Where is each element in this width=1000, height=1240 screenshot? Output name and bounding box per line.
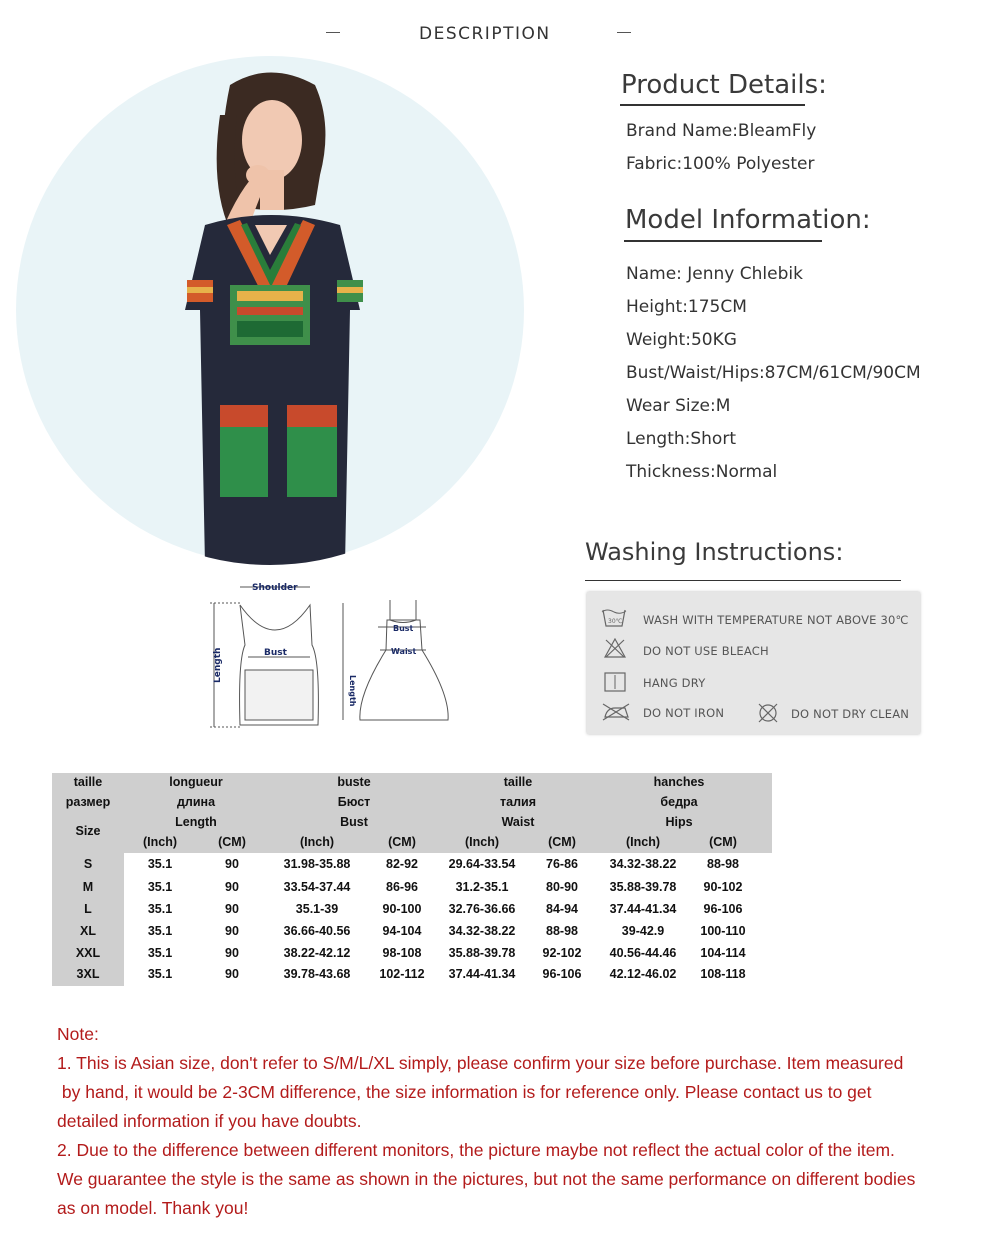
size-table-cell: 108-118	[700, 967, 746, 981]
washing-box	[587, 592, 920, 734]
note-line-5: We guarantee the style is the same as shown in the pictures, but not the same performance on different bodies	[57, 1169, 916, 1189]
description-header	[0, 22, 1000, 46]
washing-underline	[585, 580, 901, 581]
size-table-cell: 96-106	[703, 902, 743, 916]
no-bleach-text: DO NOT USE BLEACH	[643, 644, 769, 658]
size-table-header-r0-c4: hanches	[653, 775, 705, 789]
note-title: Note:	[57, 1024, 99, 1044]
wash-temp-text: WASH WITH TEMPERATURE NOT ABOVE 30℃	[643, 613, 909, 627]
waist-label-dress: Waist	[391, 647, 417, 656]
size-table-cell: 84-94	[546, 902, 578, 916]
detail-brand: Brand Name:BleamFly	[626, 121, 817, 141]
wash-temp-badge: 30℃	[608, 618, 623, 625]
size-table-cell: 76-86	[546, 857, 578, 871]
model-length: Length:Short	[626, 429, 736, 449]
no-dry-clean-text: DO NOT DRY CLEAN	[791, 707, 910, 721]
size-table-unit-1: (CM)	[218, 835, 246, 849]
size-table-cell: 39.78-43.68	[283, 967, 351, 981]
size-table-header-r1-c3: талия	[500, 795, 536, 809]
size-table-cell: 104-114	[700, 946, 746, 960]
size-table-header-r2-c3: Waist	[501, 815, 535, 829]
size-table-cell: 35.1	[147, 857, 173, 871]
size-table-cell: 80-90	[546, 880, 578, 894]
model-info-underline	[624, 240, 822, 242]
note-line-1: 1. This is Asian size, don't refer to S/M/L/XL simply, please confirm your size before purchase. Item measured	[57, 1053, 904, 1073]
size-table-header-r0-c2: buste	[337, 775, 371, 789]
size-table-cell: 40.56-44.46	[609, 946, 677, 960]
size-table-unit-4: (Inch)	[464, 835, 500, 849]
size-table-cell: 29.64-33.54	[448, 857, 516, 871]
size-table-header-r2-c4: Hips	[665, 815, 693, 829]
product-details-title: Product Details:	[621, 70, 827, 100]
size-table-header-r0-c0: taille	[73, 775, 103, 789]
size-table-cell: 31.2-35.1	[455, 880, 509, 894]
size-table-cell: 33.54-37.44	[283, 880, 351, 894]
size-table-cell: 90	[225, 902, 239, 916]
hang-dry-text: HANG DRY	[643, 676, 706, 690]
note-line-6: as on model. Thank you!	[57, 1198, 249, 1218]
size-table-cell: 88-98	[707, 857, 739, 871]
no-bleach-icon	[604, 638, 626, 658]
size-table-unit-0: (Inch)	[142, 835, 178, 849]
description-title: DESCRIPTION	[419, 24, 551, 44]
no-iron-text: DO NOT IRON	[643, 706, 725, 720]
note-line-4: 2. Due to the difference between different monitors, the picture maybe not reflect the actual color of the item.	[57, 1140, 895, 1160]
model-info-title: Model Information:	[625, 205, 871, 235]
length-label-dress: Length	[348, 675, 357, 707]
size-table-cell: 36.66-40.56	[283, 924, 351, 938]
size-table-cell: 90	[225, 880, 239, 894]
size-table-header-r1-c0: размер	[65, 795, 111, 809]
detail-fabric: Fabric:100% Polyester	[626, 154, 815, 174]
size-table-unit-7: (CM)	[709, 835, 737, 849]
size-table-header-r1-c1: длина	[176, 795, 216, 809]
size-table-unit-6: (Inch)	[625, 835, 661, 849]
size-table-cell: 82-92	[386, 857, 418, 871]
product-details-underline	[620, 104, 805, 106]
size-table-cell: 31.98-35.88	[283, 857, 351, 871]
size-label: M	[82, 880, 94, 894]
size-table-cell: 96-106	[542, 967, 582, 981]
size-table-unit-5: (CM)	[548, 835, 576, 849]
size-table-cell: 90	[225, 857, 239, 871]
model-wear-size: Wear Size:M	[626, 396, 731, 416]
bust-label: Bust	[264, 648, 287, 658]
wash-30-icon	[601, 606, 627, 628]
size-table-header-r0-c1: longueur	[169, 775, 223, 789]
size-table-cell: 100-110	[700, 924, 746, 938]
size-table-cell: 94-104	[382, 924, 422, 938]
size-table-cell: 35.88-39.78	[609, 880, 677, 894]
size-label: 3XL	[76, 967, 100, 981]
washing-title: Washing Instructions:	[585, 538, 844, 566]
model-measurements: Bust/Waist/Hips:87CM/61CM/90CM	[626, 363, 921, 383]
bust-label-dress: Bust	[393, 624, 414, 633]
size-table-header-r2-c1: Length	[175, 815, 217, 829]
size-label: XL	[80, 924, 96, 938]
size-table-header-r1-c2: Бюст	[337, 795, 371, 809]
size-table-header-r2-c2: Bust	[340, 815, 368, 829]
size-table-cell: 88-98	[546, 924, 578, 938]
size-table-cell: 90-100	[382, 902, 422, 916]
size-table-cell: 92-102	[542, 946, 582, 960]
note-line-2: by hand, it would be 2-3CM difference, the size information is for reference only. Please contact us to get	[57, 1082, 872, 1102]
model-name: Name: Jenny Chlebik	[626, 264, 803, 284]
size-table-cell: 35.1	[147, 967, 173, 981]
size-table-cell: 35.1	[147, 946, 173, 960]
size-table-cell: 90	[225, 946, 239, 960]
model-height: Height:175CM	[626, 297, 747, 317]
size-table-cell: 34.32-38.22	[609, 857, 677, 871]
size-table-cell: 34.32-38.22	[448, 924, 516, 938]
length-label: Length	[213, 647, 223, 683]
size-table-header-r2-c0: Size	[75, 824, 101, 838]
model-weight: Weight:50KG	[626, 330, 737, 350]
size-table-cell: 86-96	[386, 880, 418, 894]
size-table-cell: 37.44-41.34	[609, 902, 677, 916]
size-table-cell: 32.76-36.66	[448, 902, 516, 916]
size-label: S	[83, 857, 93, 871]
size-table-unit-2: (Inch)	[299, 835, 335, 849]
size-label: L	[84, 902, 92, 916]
note-line-3: detailed information if you have doubts.	[57, 1111, 362, 1131]
size-table-header-r1-c4: бедра	[660, 795, 698, 809]
size-table-cell: 102-112	[379, 967, 425, 981]
shoulder-label: Shoulder	[252, 583, 298, 593]
size-table-cell: 90	[225, 967, 239, 981]
size-table-cell: 35.1	[147, 924, 173, 938]
size-table-cell: 35.1-39	[295, 902, 339, 916]
size-table-cell: 38.22-42.12	[283, 946, 351, 960]
measurement-diagram	[200, 575, 450, 745]
size-table-cell: 35.88-39.78	[448, 946, 516, 960]
size-table-cell: 42.12-46.02	[609, 967, 677, 981]
size-table-cell: 39-42.9	[621, 924, 665, 938]
hang-dry-icon	[604, 672, 626, 692]
size-table-cell: 90-102	[703, 880, 743, 894]
size-table-cell: 35.1	[147, 902, 173, 916]
no-iron-icon	[601, 702, 631, 722]
note-block	[57, 1020, 957, 1223]
header-dash-left	[326, 32, 340, 33]
model-thickness: Thickness:Normal	[626, 462, 778, 482]
size-table-cell: 35.1	[147, 880, 173, 894]
size-table-unit-3: (CM)	[388, 835, 416, 849]
size-table-cell: 90	[225, 924, 239, 938]
size-table-cell: 37.44-41.34	[448, 967, 516, 981]
product-photo	[15, 55, 525, 565]
no-dry-clean-icon	[757, 703, 779, 723]
size-table-header-r0-c3: taille	[503, 775, 533, 789]
size-label: XXL	[75, 946, 101, 960]
header-dash-right	[617, 32, 631, 33]
size-table-cell: 98-108	[382, 946, 422, 960]
